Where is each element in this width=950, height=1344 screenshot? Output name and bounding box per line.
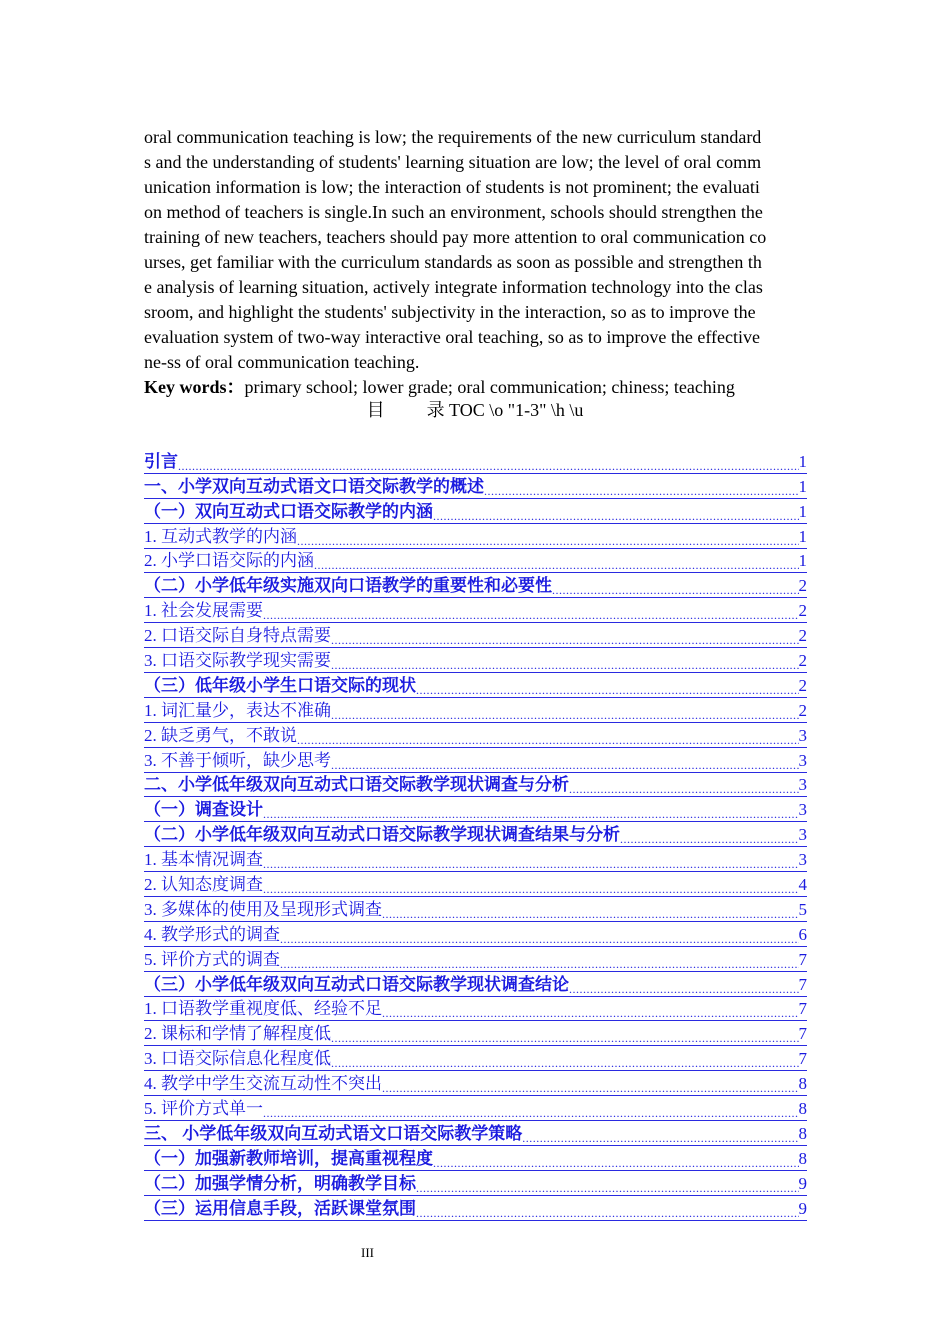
table-of-contents xyxy=(144,449,807,1221)
abstract-line: urses, get familiar with the curriculum standards as soon as possible and strengthen th xyxy=(144,252,762,272)
abstract-line: ne-ss of oral communication teaching. xyxy=(144,352,420,372)
toc-entry-label: （二）小学低年级双向互动式口语交际教学现状调查结果与分析 xyxy=(144,825,620,845)
toc-entry-page: 5 xyxy=(798,899,807,919)
toc-entry-link[interactable] xyxy=(144,1146,807,1171)
toc-entry-page: 8 xyxy=(798,1099,807,1119)
toc-entry-page: 4 xyxy=(798,875,807,895)
toc-entry-label: 5. 评价方式的调查 xyxy=(144,949,280,969)
toc-title-left: 目 xyxy=(366,400,385,420)
dot-leader xyxy=(382,907,799,921)
dot-leader xyxy=(331,658,799,672)
dot-leader xyxy=(297,733,799,747)
toc-entry-page: 1 xyxy=(798,526,807,546)
dot-leader xyxy=(331,1056,799,1070)
toc-entry-label: （三）运用信息手段，活跃课堂氛围 xyxy=(144,1198,416,1218)
dot-leader xyxy=(280,932,799,946)
toc-entry-label: 2. 认知态度调查 xyxy=(144,875,263,895)
toc-entry-label: （一）双向互动式口语交际教学的内涵 xyxy=(144,501,433,521)
abstract-line: e analysis of learning situation, actively integrate information technology into the clas xyxy=(144,277,763,297)
toc-entry-page: 3 xyxy=(798,725,807,745)
toc-entry-link[interactable] xyxy=(144,499,807,524)
dot-leader xyxy=(433,509,799,523)
abstract-line: oral communication teaching is low; the requirements of the new curriculum standard xyxy=(144,127,762,147)
abstract-line: training of new teachers, teachers should pay more attention to oral communication co xyxy=(144,227,767,247)
toc-entry-page: 6 xyxy=(798,924,807,944)
dot-leader xyxy=(263,1106,799,1120)
toc-entry-page: 8 xyxy=(798,1123,807,1143)
toc-entry-page: 9 xyxy=(798,1198,807,1218)
toc-entry-label: 2. 课标和学情了解程度低 xyxy=(144,1024,331,1044)
toc-entry-label: （三）低年级小学生口语交际的现状 xyxy=(144,675,416,695)
toc-entry-label: 1. 词汇量少，表达不准确 xyxy=(144,700,331,720)
toc-title xyxy=(0,398,950,423)
toc-entry-link[interactable] xyxy=(144,847,807,872)
toc-title-right: 录 TOC \o "1-3" \h \u xyxy=(426,400,584,420)
dot-leader xyxy=(263,608,799,622)
toc-entry-link[interactable] xyxy=(144,1196,807,1221)
toc-entry-page: 2 xyxy=(798,651,807,671)
toc-entry-label: 1. 社会发展需要 xyxy=(144,601,263,621)
toc-entry-label: （三）小学低年级双向互动式口语交际教学现状调查结论 xyxy=(144,974,569,994)
toc-entry-link[interactable] xyxy=(144,1121,807,1146)
toc-entry-page: 2 xyxy=(798,700,807,720)
toc-entry-page: 1 xyxy=(798,476,807,496)
toc-entry-link[interactable] xyxy=(144,822,807,847)
dot-leader xyxy=(484,484,799,498)
keywords-text: primary school; lower grade; oral communication; chiness; teaching xyxy=(244,377,735,397)
toc-entry-link[interactable] xyxy=(144,773,807,798)
toc-entry-label: 1. 互动式教学的内涵 xyxy=(144,526,297,546)
abstract-line: evaluation system of two-way interactive oral teaching, so as to improve the effective xyxy=(144,327,760,347)
toc-entry-link[interactable] xyxy=(144,1046,807,1071)
keywords xyxy=(144,375,808,400)
toc-entry-link[interactable] xyxy=(144,648,807,673)
dot-leader xyxy=(331,708,799,722)
toc-entry-link[interactable] xyxy=(144,1071,807,1096)
toc-entry-link[interactable] xyxy=(144,623,807,648)
toc-entry-link[interactable] xyxy=(144,797,807,822)
dot-leader xyxy=(314,558,799,572)
toc-entry-link[interactable] xyxy=(144,598,807,623)
abstract-line: unication information is low; the interaction of students is not prominent; the evaluati xyxy=(144,177,760,197)
toc-entry-page: 2 xyxy=(798,675,807,695)
dot-leader xyxy=(280,957,799,971)
abstract-line: sroom, and highlight the students' subjectivity in the interaction, so as to improve the xyxy=(144,302,756,322)
toc-entry-label: （一）调查设计 xyxy=(144,800,263,820)
dot-leader xyxy=(569,782,799,796)
toc-entry-label: 5. 评价方式单一 xyxy=(144,1099,263,1119)
page-number: III xyxy=(361,1245,374,1260)
toc-entry-label: 3. 多媒体的使用及呈现形式调查 xyxy=(144,899,382,919)
dot-leader xyxy=(263,857,799,871)
toc-entry-label: 3. 不善于倾听，缺少思考 xyxy=(144,750,331,770)
dot-leader xyxy=(569,982,799,996)
toc-entry-label: 三、 小学低年级双向互动式语文口语交际教学策略 xyxy=(144,1123,523,1143)
toc-entry-label: （二）加强学情分析，明确教学目标 xyxy=(144,1173,416,1193)
dot-leader xyxy=(382,1081,799,1095)
dot-leader xyxy=(416,1181,799,1195)
dot-leader xyxy=(331,633,799,647)
toc-entry-page: 3 xyxy=(798,825,807,845)
toc-entry-page: 7 xyxy=(798,949,807,969)
toc-entry-label: 2. 缺乏勇气，不敢说 xyxy=(144,725,297,745)
toc-entry-page: 1 xyxy=(798,551,807,571)
dot-leader xyxy=(178,459,799,473)
dot-leader xyxy=(382,1006,799,1020)
toc-entry-link[interactable] xyxy=(144,897,807,922)
toc-entry-link[interactable] xyxy=(144,573,807,598)
toc-entry-link[interactable] xyxy=(144,997,807,1022)
toc-entry-label: （一）加强新教师培训，提高重视程度 xyxy=(144,1148,433,1168)
dot-leader xyxy=(522,1131,798,1145)
toc-entry-link[interactable] xyxy=(144,972,807,997)
toc-entry-link[interactable] xyxy=(144,474,807,499)
toc-entry-label: 2. 小学口语交际的内涵 xyxy=(144,551,314,571)
toc-entry-page: 7 xyxy=(798,974,807,994)
dot-leader xyxy=(331,1031,799,1045)
toc-entry-page: 3 xyxy=(798,750,807,770)
toc-entry-link[interactable] xyxy=(144,673,807,698)
toc-entry-link[interactable] xyxy=(144,549,807,574)
toc-entry-link[interactable] xyxy=(144,922,807,947)
dot-leader xyxy=(263,882,799,896)
toc-entry-link[interactable] xyxy=(144,449,807,474)
toc-entry-link[interactable] xyxy=(144,748,807,773)
abstract-line: s and the understanding of students' learning situation are low; the level of oral comm xyxy=(144,152,762,172)
toc-entry-page: 7 xyxy=(798,999,807,1019)
toc-entry-page: 3 xyxy=(798,800,807,820)
dot-leader xyxy=(416,1206,799,1220)
dot-leader xyxy=(331,758,799,772)
dot-leader xyxy=(263,807,799,821)
toc-entry-page: 2 xyxy=(798,626,807,646)
toc-entry-page: 1 xyxy=(798,451,807,471)
dot-leader xyxy=(416,683,799,697)
toc-entry-label: 3. 口语交际教学现实需要 xyxy=(144,651,331,671)
toc-entry-link[interactable] xyxy=(144,524,807,549)
toc-entry-label: 2. 口语交际自身特点需要 xyxy=(144,626,331,646)
toc-entry-page: 2 xyxy=(798,576,807,596)
toc-entry-link[interactable] xyxy=(144,1096,807,1121)
toc-entry-label: 1. 口语教学重视度低、经验不足 xyxy=(144,999,382,1019)
toc-entry-label: 3. 口语交际信息化程度低 xyxy=(144,1049,331,1069)
toc-entry-label: 4. 教学中学生交流互动性不突出 xyxy=(144,1074,382,1094)
toc-entry-link[interactable] xyxy=(144,698,807,723)
toc-entry-label: （二）小学低年级实施双向口语教学的重要性和必要性 xyxy=(144,576,552,596)
toc-entry-page: 3 xyxy=(798,775,807,795)
abstract-text xyxy=(144,125,808,400)
toc-entry-label: 4. 教学形式的调查 xyxy=(144,924,280,944)
dot-leader xyxy=(620,832,799,846)
toc-entry-label: 二、小学低年级双向互动式口语交际教学现状调查与分析 xyxy=(144,775,569,795)
toc-entry-page: 8 xyxy=(798,1074,807,1094)
toc-entry-label: 一、小学双向互动式语文口语交际教学的概述 xyxy=(144,476,484,496)
toc-entry-page: 7 xyxy=(798,1024,807,1044)
toc-entry-link[interactable] xyxy=(144,872,807,897)
dot-leader xyxy=(297,534,799,548)
dot-leader xyxy=(552,583,799,597)
abstract-line: on method of teachers is single.In such an environment, schools should strengthen the xyxy=(144,202,763,222)
toc-entry-page: 8 xyxy=(798,1148,807,1168)
toc-entry-link[interactable] xyxy=(144,723,807,748)
toc-entry-label: 引言 xyxy=(144,451,178,471)
toc-entry-page: 9 xyxy=(798,1173,807,1193)
keywords-label: Key words： xyxy=(144,377,245,397)
toc-entry-link[interactable] xyxy=(144,1171,807,1196)
toc-entry-link[interactable] xyxy=(144,947,807,972)
toc-entry-label: 1. 基本情况调查 xyxy=(144,850,263,870)
dot-leader xyxy=(433,1156,799,1170)
toc-entry-link[interactable] xyxy=(144,1021,807,1046)
toc-entry-page: 1 xyxy=(798,501,807,521)
toc-entry-page: 7 xyxy=(798,1049,807,1069)
toc-entry-page: 3 xyxy=(798,850,807,870)
toc-entry-page: 2 xyxy=(798,601,807,621)
